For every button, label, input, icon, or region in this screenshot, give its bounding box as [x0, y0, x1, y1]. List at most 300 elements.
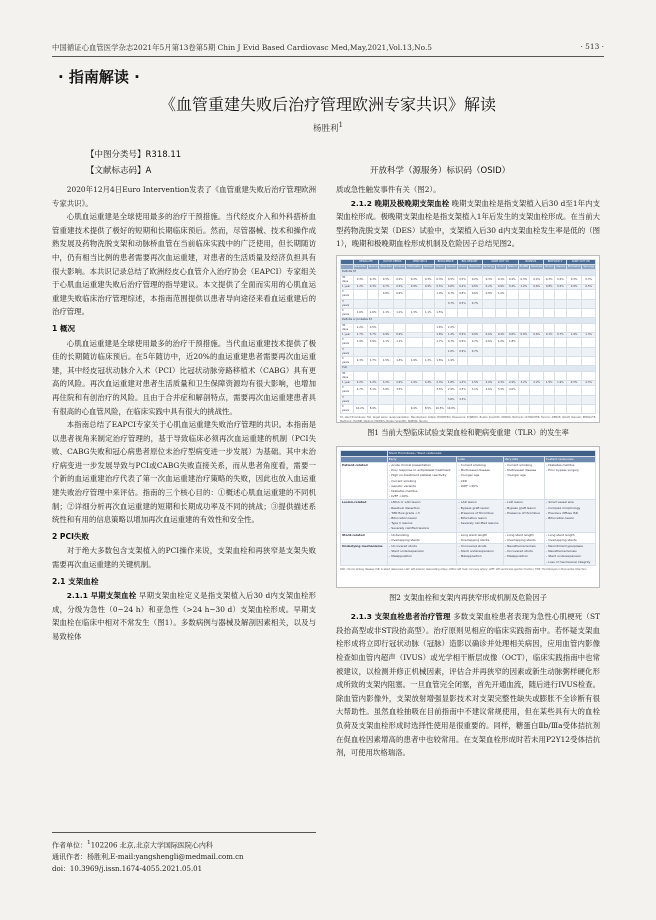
fig1-cell: 2.3% [496, 381, 507, 386]
fig1-cell [406, 290, 423, 299]
fig1-stent-header: Orsiro [435, 265, 444, 269]
intro-paragraph-2: 心肌血运重建是全球使用最多的治疗干预措施。当代经皮介入和外科搭桥血管重建技术提供了极好的短期和长期临床预后。然而，尽管器械、技术和操作成熟发展及药物洗脱支架和动脉桥血管在当前临床实践中的广泛使用，但长期随访中，仍有相当比例的患者需要再次血运重建，对患者的生活质量及经济负担具有很大影响。本共识记录总结了欧洲经皮心血管介入治疗协会（EAPCI）专家组关于心肌血运重建失败后治疗管理的指导建议。本文提供了全面而实用的心肌血运重建失败临床治疗管理综述，本指南范围提供以患者导向途径来看血运重建后的治疗管理。 [52, 212, 316, 317]
fig1-cell: 0.8% [379, 290, 393, 299]
fig1-cell [406, 395, 423, 404]
fig1-cell [482, 357, 496, 366]
fig1-cell [457, 309, 468, 318]
fig1-stent-header: Biomatrix [567, 265, 581, 269]
fig1-cell [518, 405, 530, 414]
fig1-trial-header: DUTCH PEERS [379, 259, 406, 264]
fig1-cell [379, 371, 393, 380]
fig1-stent-header: Xience [423, 265, 433, 269]
fig1-cell [518, 386, 530, 395]
footnote [52, 832, 316, 875]
fig1-cell [434, 395, 445, 404]
fig1-cell [367, 347, 379, 356]
pci-paragraph-1: 对于绝大多数包含支架植入的PCI操作来说，支架血栓和再狭窄是支架失败需要再次血运重建的关键机制。 [52, 546, 316, 570]
fig2-row-label: Stent-related [341, 532, 388, 543]
fig1-cell: 0.3% [422, 275, 434, 284]
fig1-group-label: Definite ST [341, 270, 596, 275]
fig1-cell: 1.6% [353, 309, 367, 318]
fig1-cell: 1.3% [393, 357, 406, 366]
fig1-cell: 0.8% [482, 290, 496, 299]
fig1-cell [406, 347, 423, 356]
fig1-cell: 3.2% [379, 381, 393, 386]
fig1-cell [566, 290, 582, 299]
early-st-paragraph [52, 589, 316, 643]
fig1-cell [393, 323, 406, 332]
document-code: 【文献标志码】A [86, 166, 152, 176]
fig1-cell [406, 338, 423, 347]
fig1-trial-header: RESOLUTE [353, 259, 379, 264]
fig1-cell: 1.9% [566, 333, 582, 338]
fig2-cell: – LAD lesion – Bypass graft lesion – Presence of thrombus [503, 500, 544, 532]
fig1-cell: 1.1% [379, 309, 393, 318]
fig2-cell: – Neointimal hyperplasia – Neoatherosclerosis – Stent underexpansion – Loss of mechanical integrity [544, 544, 595, 566]
fig1-cell: 0.4% [555, 275, 567, 284]
fig1-cell [530, 371, 544, 380]
fig1-cell: 1.9% [445, 357, 457, 366]
fig1-cell [555, 290, 567, 299]
fig1-cell: 1.1% [393, 309, 406, 318]
fig1-cell: 2.6% [482, 386, 496, 395]
fig1-cell [544, 395, 555, 404]
fig1-cell: 0.3% [544, 275, 555, 284]
fig1-cell [353, 299, 367, 308]
fig1-trial-header: BIOFLOW V [544, 259, 567, 264]
late-st-paragraph [336, 197, 600, 251]
table-row [341, 500, 596, 532]
fig1-cell: 10.5% [434, 405, 445, 414]
table-row [341, 338, 596, 347]
fig1-cell [582, 290, 596, 299]
fig1-cell [406, 299, 423, 308]
fig1-cell [566, 371, 582, 380]
fig1-cell [434, 347, 445, 356]
fig1-cell: 1.4% [496, 290, 507, 299]
fig1-cell: 9.4% [406, 405, 423, 414]
fig1-cell: 0.3% [566, 275, 582, 284]
fig1-cell: 0.9% [406, 284, 423, 289]
fig1-cell: 4.7% [353, 386, 367, 395]
fig1-stent-header: Resolute [380, 265, 392, 269]
fig1-cell: 0.5% [445, 275, 457, 284]
section-label: · 指南解读 · [58, 68, 140, 86]
fig1-cell: 0.9% [566, 284, 582, 289]
fig1-cell [566, 395, 582, 404]
fig1-cell [379, 395, 393, 404]
fig1-cell: 0.1% [496, 275, 507, 284]
fig1-stent-header: Nobori [508, 265, 517, 269]
fig1-cell [507, 347, 519, 356]
fig1-cell [544, 323, 555, 332]
fig1-cell: 0.5% [367, 323, 379, 332]
author-name: 杨胜利 [312, 123, 339, 134]
fig1-cell [544, 405, 555, 414]
doi: doi：10.3969/j.issn.1674-4055.2021.05.01 [52, 865, 203, 874]
fig1-row-label: 1 year [341, 333, 354, 338]
fig1-cell [482, 371, 496, 380]
fig1-row-label: 3 years [341, 347, 354, 356]
fig1-cell: 0.9% [518, 333, 530, 338]
fig1-cell [530, 357, 544, 366]
fig1-cell [555, 371, 567, 380]
fig1-cell [496, 395, 507, 404]
fig1-cell: 0.6% [482, 338, 496, 347]
fig2-column-header: Late [457, 456, 503, 462]
fig1-cell: 0.4% [496, 333, 507, 338]
fig1-cell: 1.8% [445, 381, 457, 386]
fig1-cell [367, 371, 379, 380]
fig1-cell [518, 395, 530, 404]
fig1-cell [566, 299, 582, 308]
fig1-row-label: 5 years [341, 309, 354, 318]
fig1-cell [468, 395, 482, 404]
fig1-cell [507, 290, 519, 299]
fig1-cell: 1.7% [367, 357, 379, 366]
fig1-cell: 0.6% [530, 333, 544, 338]
fig1-cell: 1.9% [555, 381, 567, 386]
fig1-trial-header: SORT OUT VII [482, 259, 518, 264]
fig1-row-label: 3 years [341, 299, 354, 308]
fig1-cell [555, 357, 567, 366]
fig1-cell: 0.7% [468, 338, 482, 347]
fig1-cell: 8.9% [367, 405, 379, 414]
continued-paragraph: 质或急性触发事件有关（图2）。 [336, 185, 441, 194]
fig1-row-label: 30 days [341, 371, 354, 380]
fig1-cell [393, 347, 406, 356]
fig1-row-label: 3 years [341, 395, 354, 404]
table-row [341, 405, 596, 414]
fig1-trial-header: CENTURY II [406, 259, 434, 264]
fig1-cell [496, 347, 507, 356]
figure-1 [336, 255, 600, 423]
heading-stent-thrombosis: 2.1 支架血栓 [52, 576, 99, 586]
fig1-cell [507, 357, 519, 366]
fig1-cell [518, 347, 530, 356]
fig2-column-header: Very late [503, 456, 544, 462]
fig1-cell [582, 371, 596, 380]
fig1-cell [518, 309, 530, 318]
heading-overview: 1 概况 [52, 323, 76, 333]
fig1-row-label: 30 days [341, 275, 354, 284]
fig1-cell [367, 395, 379, 404]
fig1-cell [544, 338, 555, 347]
fig1-cell: 3.3% [457, 395, 468, 404]
fig1-cell [496, 405, 507, 414]
fig1-cell: 3.2% [518, 381, 530, 386]
fig1-stent-header: Synergy [483, 265, 495, 269]
fig1-stent-header: Orsiro [545, 265, 554, 269]
fig1-cell [530, 347, 544, 356]
table-row [341, 275, 596, 284]
fig1-cell: 0.5% [379, 275, 393, 284]
fig1-stent-header: Xience [368, 265, 378, 269]
fig2-column-header: In-stent restenosis [544, 456, 595, 462]
fig1-cell: 5.1% [367, 386, 379, 395]
fig1-cell: 1.5% [468, 381, 482, 386]
fig1-cell: 0.3% [518, 275, 530, 284]
fig1-cell [544, 290, 555, 299]
fig1-cell: 0.4% [457, 284, 468, 289]
fig2-cell: – Uncovered struts – Stent underexpansion – Malapposition [387, 544, 457, 566]
fig1-cell [457, 371, 468, 380]
fig1-cell: 2.2% [353, 381, 367, 386]
fig1-cell [457, 405, 468, 414]
fig1-cell: 1.5% [379, 357, 393, 366]
table-row [341, 371, 596, 380]
fig1-cell: 2.2% [530, 381, 544, 386]
st-management-text: 多数支架血栓患者表现为急性心肌梗死（ST段抬高型或非ST段抬高型）。治疗原则见相应的临床实践指南中。若怀疑支架血栓形成将立即行冠状动脉（冠脉）造影以确诊并处理相关病因，应用血管内影像检查如血管内超声（IVUS）或光学相干断层成像（OCT），临床实践指南中也常被建议，以检测并修正机械因素，评估合并再狭窄的因素或新生动脉粥样硬化形成所致的支架内阻塞。一旦血管完全闭塞，首先开通血流，随后进行IVUS检查。除血管内影像外，支架放射增强显影技术对支架完整性缺失或膨胀不全诊断有很大帮助性。虽然血栓抽吸在目前指南中不建议常规使用，但在某些具有大的血栓负荷及支架血栓形成时选择性使用是很重要的。同样，糖蛋白Ⅱb/Ⅲa受体拮抗剂在促血栓因素增高的患者中也较常用。在支架血栓形成时若未用P2Y12受体拮抗剂，可使用坎格瑞洛。 [336, 612, 600, 758]
fig1-row-label: 5 years [341, 357, 354, 366]
fig1-cell [468, 309, 482, 318]
fig1-cell: 1.9% [406, 381, 423, 386]
figure-2-table [340, 450, 596, 566]
page-number: · 513 · [580, 42, 604, 51]
fig1-cell: 0.7% [555, 333, 567, 338]
fig1-cell: 0.4% [507, 284, 519, 289]
fig1-cell [582, 386, 596, 395]
fig2-row-label: Underlying mechanisms [341, 544, 388, 566]
fig1-cell: 0.9% [496, 284, 507, 289]
fig1-cell [422, 347, 434, 356]
fig2-cell: – Uncovered struts – Stent underexpansion – Malapposition [457, 544, 503, 566]
fig1-cell [582, 338, 596, 347]
fig1-cell [393, 299, 406, 308]
fig1-cell [353, 290, 367, 299]
fig1-row-label: 30 days [341, 323, 354, 332]
fig1-cell [468, 323, 482, 332]
fig1-cell: 4.0% [507, 386, 519, 395]
figure-2 [336, 446, 600, 588]
late-st-text: 晚期支架血栓是指支架植入后30 d至1年内支架血栓形成。极晚期支架血栓是指支架植入1年后发生的支架血栓形成。在当前大型药物洗脱支架（DES）试验中，支架植入后30 d内支架血栓发生率是低的（图1），晚期和极晚期血栓形成机制及危险因子总结见图2。 [336, 198, 600, 249]
fig1-stent-header: Orsiro [458, 265, 467, 269]
fig1-cell [566, 405, 582, 414]
fig1-cell: 0.2% [482, 284, 496, 289]
fig1-cell: 0.6% [530, 284, 544, 289]
fig1-cell: 0.3% [457, 275, 468, 284]
fig1-cell [406, 323, 423, 332]
fig1-cell: 0.2% [393, 275, 406, 284]
fig1-cell [544, 299, 555, 308]
fig1-cell [422, 299, 434, 308]
fig1-cell [406, 371, 423, 380]
fig1-cell: 0.1% [544, 333, 555, 338]
table-row [341, 544, 596, 566]
corresponding-author: 通讯作者：杨胜利,E-mail:yangshengli@medmail.com.cn [52, 853, 244, 862]
fig1-cell: 1.4% [457, 381, 468, 386]
fig1-cell [422, 323, 434, 332]
fig1-cell: 1.4% [445, 333, 457, 338]
fig1-cell [422, 395, 434, 404]
fig2-cell: – Long stent length – Overlapping stents [457, 532, 503, 543]
fig1-cell: 0.2% [406, 275, 423, 284]
late-st-lead: 2.1.2 晚期及极晚期支架血栓 [350, 198, 450, 208]
fig1-cell: 1.5% [544, 381, 555, 386]
intro-paragraph-1: 2020年12月4日Euro Intervention发表了《血管重建失败后治疗管理欧洲专家共识》。 [52, 185, 316, 208]
fig1-cell: 1.2% [496, 338, 507, 347]
fig1-cell [353, 395, 367, 404]
fig1-cell: 2.2% [445, 323, 457, 332]
fig1-cell [530, 299, 544, 308]
fig1-cell [530, 405, 544, 414]
fig1-cell [507, 371, 519, 380]
fig1-cell: 0.6% [468, 284, 482, 289]
fig1-cell [367, 290, 379, 299]
fig1-cell [379, 405, 393, 414]
fig1-cell [393, 395, 406, 404]
fig1-cell [482, 309, 496, 318]
fig1-cell: 1.1% [393, 338, 406, 347]
fig2-cell: – Long stent length – Overlapping stents [503, 532, 544, 543]
fig1-trial-header: SORT OUT VIII [566, 259, 595, 264]
fig1-cell [507, 405, 519, 414]
osid-label: 开放科学（源服务）标识码（OSID） [370, 166, 511, 176]
figure-1-table [340, 259, 596, 415]
fig1-cell: 2.3% [353, 357, 367, 366]
fig1-cell [496, 299, 507, 308]
fig1-cell [566, 309, 582, 318]
table-row [341, 395, 596, 404]
fig1-cell [393, 405, 406, 414]
fig1-cell [544, 309, 555, 318]
fig1-cell: 3.6% [445, 395, 457, 404]
st-management-paragraph [336, 610, 600, 760]
fig1-stent-header: Orsiro [497, 265, 505, 269]
running-header [52, 42, 604, 57]
fig1-cell [482, 405, 496, 414]
fig1-cell: 0.7% [379, 284, 393, 289]
fig1-cell: 2.0% [482, 381, 496, 386]
fig1-cell [496, 309, 507, 318]
fig1-cell: 0.9% [457, 338, 468, 347]
fig1-cell: 0.6% [445, 284, 457, 289]
fig1-cell [457, 323, 468, 332]
fig1-cell: 3.8% [379, 386, 393, 395]
fig1-cell: 2.9% [393, 381, 406, 386]
table-row [341, 357, 596, 366]
fig1-cell: 0.5% [582, 284, 596, 289]
fig1-cell: 2.2% [367, 381, 379, 386]
fig2-cell: – Undersizing – Overlapping stents [387, 532, 457, 543]
fig1-cell: 2.5% [457, 386, 468, 395]
fig1-cell: 0.3% [367, 275, 379, 284]
fig1-cell: 0.4% [507, 275, 519, 284]
fig1-trial-header: BIONICS [518, 259, 544, 264]
fig1-stent-header: Resolute [354, 265, 366, 269]
fig1-cell [555, 338, 567, 347]
fig1-cell: 1.1% [422, 309, 434, 318]
fig1-cell [468, 405, 482, 414]
fig1-cell [582, 309, 596, 318]
author-unit-label: 作者单位： [52, 841, 87, 850]
fig1-cell [482, 299, 496, 308]
fig1-cell [566, 323, 582, 332]
fig1-cell: 0.7% [367, 333, 379, 338]
fig1-stent-header: Xience [556, 265, 565, 269]
fig1-cell [496, 371, 507, 380]
fig1-stent-header: Resolute [531, 265, 543, 269]
heading-pci-failure: 2 PCI失败 [52, 531, 90, 541]
fig1-cell: 0.3% [353, 275, 367, 284]
fig1-cell: 0.6% [482, 333, 496, 338]
fig1-cell: 2.9% [445, 386, 457, 395]
fig1-cell [518, 371, 530, 380]
table-row [341, 309, 596, 318]
fig1-cell: 1.9% [353, 338, 367, 347]
fig2-cell: – LAD lesion – Bypass graft lesion – Presence of thrombus – Bifurcation lesion – Severely calcified lesions [457, 500, 503, 532]
author-unit [52, 837, 316, 851]
fig1-group-label: Definite or probable ST [341, 318, 596, 323]
fig1-cell: 0.9% [393, 333, 406, 338]
fig1-cell: 0.8% [544, 284, 555, 289]
table-row [341, 462, 596, 499]
figure-2-caption: 图2 支架血栓和支架内再狭窄形成机制及危险因子 [389, 592, 547, 602]
fig1-cell [566, 357, 582, 366]
fig1-cell [507, 299, 519, 308]
fig1-cell [555, 386, 567, 395]
fig1-cell: 0.6% [468, 290, 482, 299]
fig1-cell: 2.3% [434, 381, 445, 386]
fig1-cell [555, 395, 567, 404]
fig1-cell: 0.3% [482, 275, 496, 284]
fig1-cell [582, 299, 596, 308]
fig1-cell: 0.4% [530, 275, 544, 284]
fig1-cell [582, 323, 596, 332]
fig1-cell: 0.7% [445, 338, 457, 347]
fig1-cell: 1.6% [434, 323, 445, 332]
fig1-cell [457, 357, 468, 366]
fig1-cell [518, 290, 530, 299]
figure-1-caption: 图1 当前大型临床试验支架血栓和靶病变重建（TLR）的发生率 [367, 427, 569, 437]
author-unit-text: 102206 北京,北京大学国际医院心内科 [90, 841, 213, 850]
author-line [52, 120, 604, 134]
fig1-cell [518, 357, 530, 366]
fig1-row-label: 2 years [341, 386, 354, 395]
fig1-cell [566, 386, 582, 395]
right-column [336, 183, 600, 760]
fig1-trial-header: BIOSCIENCE [434, 259, 457, 264]
fig1-cell [544, 357, 555, 366]
fig1-cell [445, 309, 457, 318]
fig1-cell [422, 371, 434, 380]
fig1-cell [482, 395, 496, 404]
fig1-cell [518, 323, 530, 332]
fig1-cell [482, 347, 496, 356]
fig1-cell: 1.1% [379, 338, 393, 347]
early-st-lead: 2.1.1 早期支架血栓 [66, 591, 137, 601]
fig1-cell: 0.5% [393, 284, 406, 289]
fig1-cell [379, 299, 393, 308]
table-row [341, 299, 596, 308]
clc-number: 【中图分类号】R318.11 [86, 150, 182, 160]
fig1-cell [555, 299, 567, 308]
fig2-cell: – Current smoking – Multivessel disease – Younger age [503, 462, 544, 499]
left-column [52, 183, 316, 644]
fig2-cell: – Neoatherosclerosis – Uncovered struts – Malapposition [503, 544, 544, 566]
fig1-cell: 0.9% [457, 333, 468, 338]
fig1-cell: 2.9% [507, 381, 519, 386]
fig2-top-header: Stent thrombosis / Stent restenosis [387, 450, 595, 456]
fig1-row-label: 2 years [341, 290, 354, 299]
fig1-cell [406, 386, 423, 395]
fig1-row-label: 2 years [341, 338, 354, 347]
fig1-row-label: 5 years [341, 405, 354, 414]
fig1-cell [582, 405, 596, 414]
fig1-cell [422, 290, 434, 299]
fig1-cell [496, 323, 507, 332]
fig1-cell [582, 395, 596, 404]
